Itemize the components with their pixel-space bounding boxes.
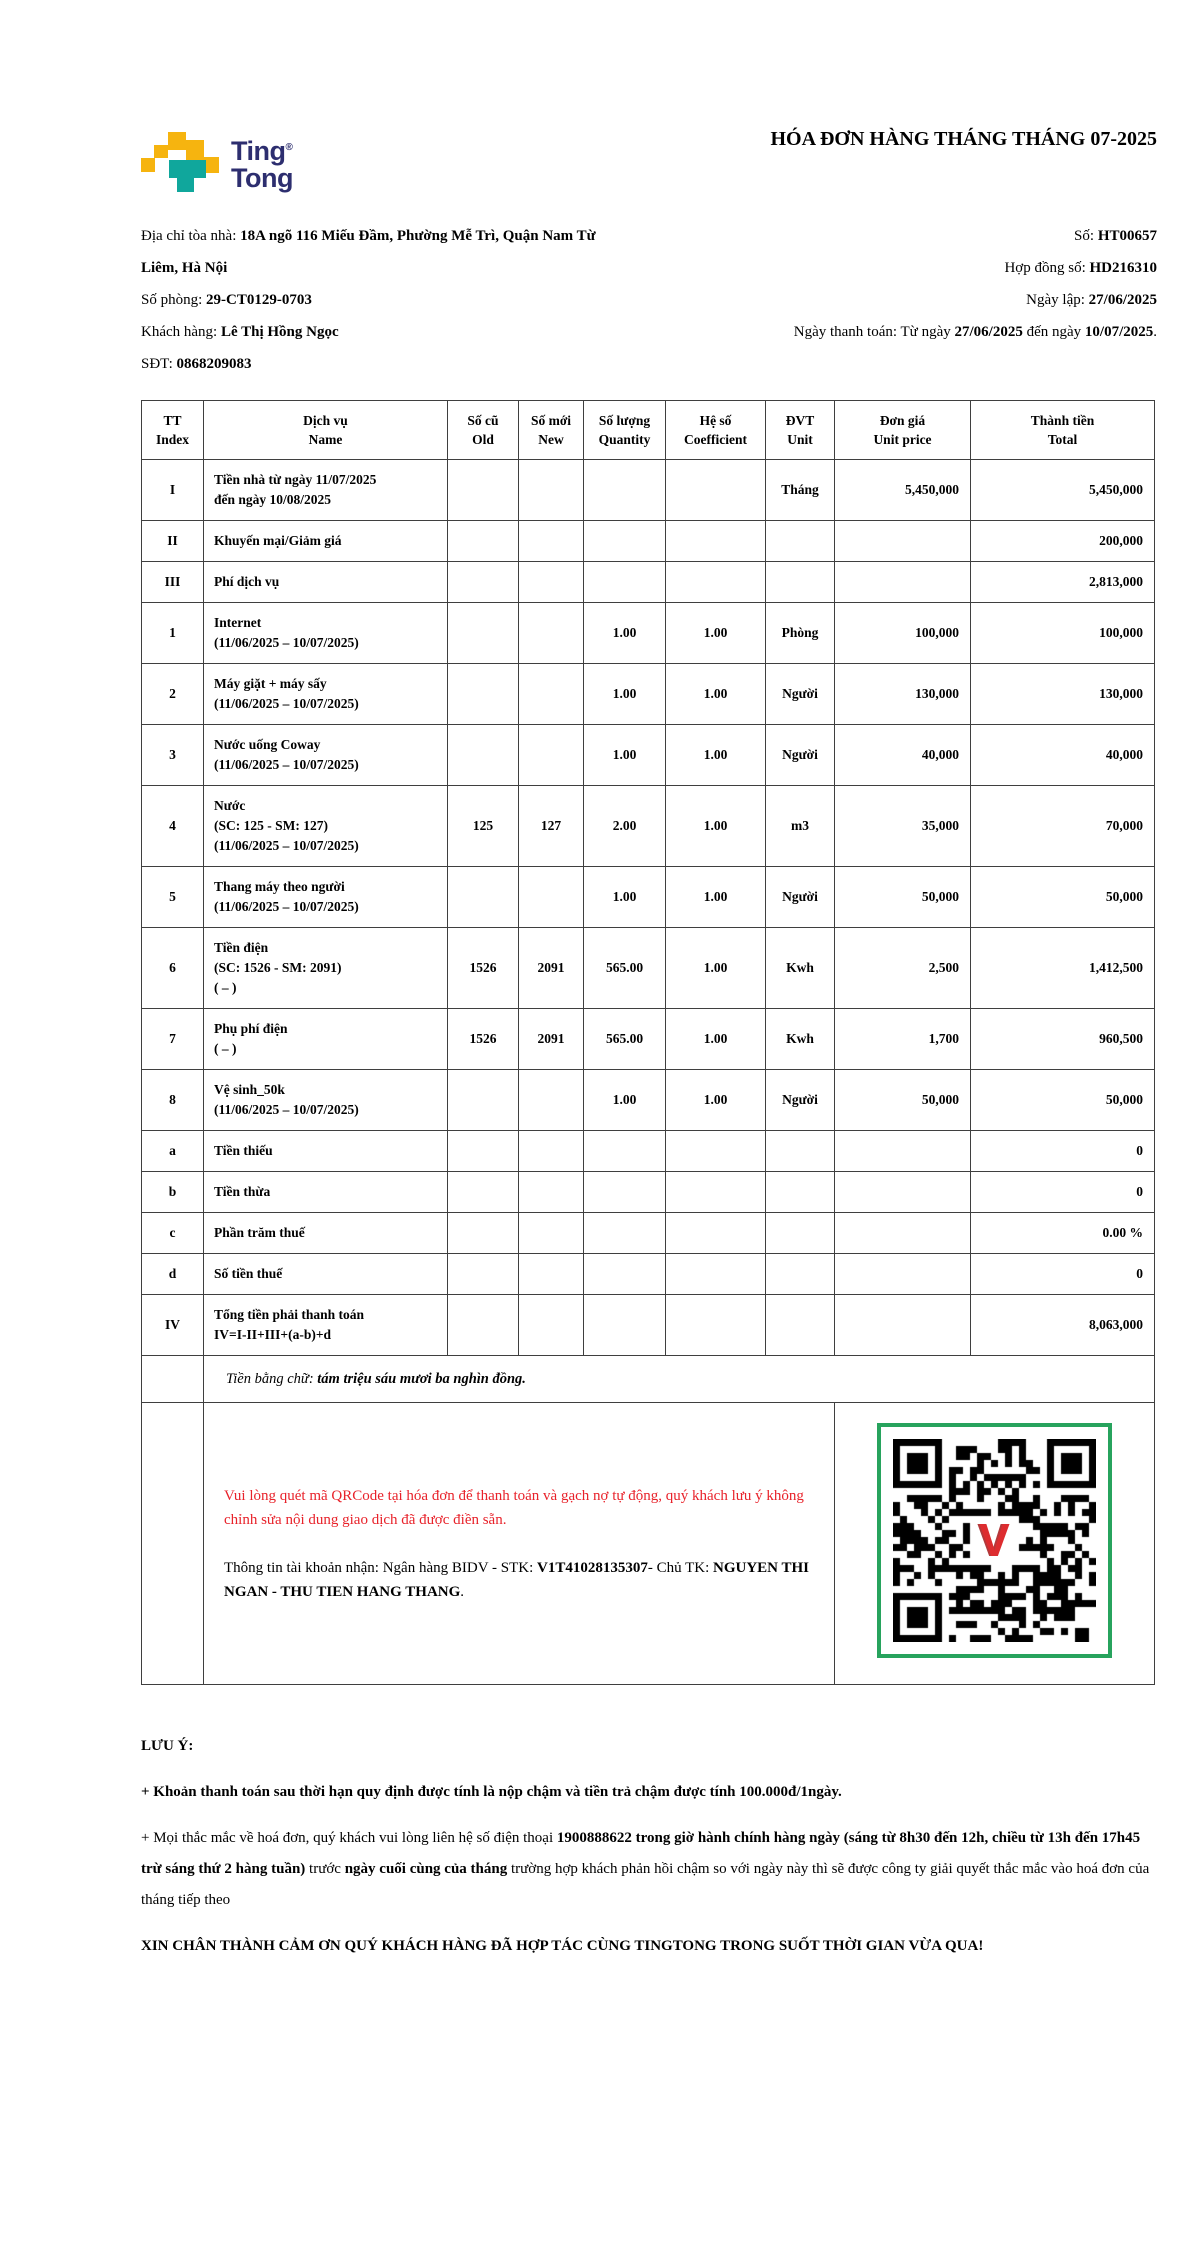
cell-idx: II bbox=[142, 521, 204, 562]
issue-date: Ngày lập: 27/06/2025 bbox=[1026, 292, 1157, 308]
cell-new bbox=[519, 1070, 584, 1131]
thank-you-note: XIN CHÂN THÀNH CẢM ƠN QUÝ KHÁCH HÀNG ĐÃ HỢP TÁC CÙNG TINGTONG TRONG SUỐT THỜI GIAN VỪA QUA! bbox=[141, 1938, 984, 1954]
cell-price: 40,000 bbox=[835, 725, 971, 786]
cell-new bbox=[519, 1172, 584, 1213]
cell-coef bbox=[666, 521, 766, 562]
cell-qty bbox=[584, 521, 666, 562]
late-payment-note: + Khoản thanh toán sau thời hạn quy định được tính là nộp chậm và tiền trả chậm được tính 100.000đ/1ngày. bbox=[141, 1784, 842, 1800]
column-header-idx: TT Index bbox=[142, 401, 204, 460]
cell-old bbox=[448, 725, 519, 786]
cell-coef: 1.00 bbox=[666, 928, 766, 1009]
building-address: Địa chỉ tòa nhà: 18A ngõ 116 Miếu Đầm, Phường Mễ Trì, Quận Nam Từ Liêm, Hà Nội bbox=[141, 228, 596, 276]
table-row bbox=[142, 1009, 1155, 1070]
cell-qty: 2.00 bbox=[584, 786, 666, 867]
cell-old bbox=[448, 1254, 519, 1295]
cell-unit: Kwh bbox=[766, 1009, 835, 1070]
cell-name: Tiền thiếu bbox=[204, 1131, 448, 1172]
cell-old bbox=[448, 1213, 519, 1254]
cell-idx: III bbox=[142, 562, 204, 603]
cell-price: 1,700 bbox=[835, 1009, 971, 1070]
column-header-total: Thành tiền Total bbox=[971, 401, 1155, 460]
cell-total: 70,000 bbox=[971, 786, 1155, 867]
cell-unit: Phòng bbox=[766, 603, 835, 664]
cell-total: 8,063,000 bbox=[971, 1295, 1155, 1356]
cell-total: 0 bbox=[971, 1254, 1155, 1295]
cell-unit bbox=[766, 521, 835, 562]
cell-name: Khuyến mại/Giảm giá bbox=[204, 521, 448, 562]
cell-coef bbox=[666, 1295, 766, 1356]
column-header-price: Đơn giá Unit price bbox=[835, 401, 971, 460]
cell-unit: Người bbox=[766, 867, 835, 928]
cell-unit bbox=[766, 1172, 835, 1213]
cell-new: 2091 bbox=[519, 1009, 584, 1070]
cell-coef: 1.00 bbox=[666, 1070, 766, 1131]
table-row bbox=[142, 562, 1155, 603]
room-number: Số phòng: 29-CT0129-0703 bbox=[141, 292, 312, 308]
cell-old bbox=[448, 521, 519, 562]
cell-new bbox=[519, 1213, 584, 1254]
customer-phone: SĐT: 0868209083 bbox=[141, 356, 252, 372]
payment-row bbox=[142, 1403, 1155, 1685]
cell-idx: 8 bbox=[142, 1070, 204, 1131]
cell-unit bbox=[766, 1131, 835, 1172]
bank-account-info: Thông tin tài khoản nhận: Ngân hàng BIDV - STK: V1T41028135307- Chủ TK: NGUYEN THI NGAN - THU TIEN HANG THANG. bbox=[224, 1559, 810, 1600]
cell-qty bbox=[584, 1131, 666, 1172]
cell-price bbox=[835, 521, 971, 562]
cell-coef bbox=[666, 1213, 766, 1254]
cell-qty bbox=[584, 1254, 666, 1295]
column-header-coef: Hệ số Coefficient bbox=[666, 401, 766, 460]
cell-price: 130,000 bbox=[835, 664, 971, 725]
cell-unit bbox=[766, 1213, 835, 1254]
cell-total: 50,000 bbox=[971, 1070, 1155, 1131]
cell-name: Phụ phí điện ( – ) bbox=[204, 1009, 448, 1070]
cell-idx: c bbox=[142, 1213, 204, 1254]
cell-total: 1,412,500 bbox=[971, 928, 1155, 1009]
cell-qty bbox=[584, 1172, 666, 1213]
cell-old bbox=[448, 1295, 519, 1356]
cell-qty: 1.00 bbox=[584, 664, 666, 725]
cell-price: 2,500 bbox=[835, 928, 971, 1009]
cell-total: 0 bbox=[971, 1131, 1155, 1172]
cell-new bbox=[519, 460, 584, 521]
table-row bbox=[142, 1295, 1155, 1356]
cell-qty bbox=[584, 460, 666, 521]
logo-wordmark: Ting® Tong bbox=[231, 136, 293, 193]
customer-name: Khách hàng: Lê Thị Hồng Ngọc bbox=[141, 324, 339, 340]
cell-idx: 5 bbox=[142, 867, 204, 928]
table-row bbox=[142, 1254, 1155, 1295]
table-row bbox=[142, 1070, 1155, 1131]
cell-coef bbox=[666, 1172, 766, 1213]
cell-old bbox=[448, 1131, 519, 1172]
cell-coef: 1.00 bbox=[666, 1009, 766, 1070]
cell-price: 50,000 bbox=[835, 867, 971, 928]
notes-title: LƯU Ý: bbox=[141, 1738, 194, 1754]
cell-coef: 1.00 bbox=[666, 664, 766, 725]
cell-unit: Tháng bbox=[766, 460, 835, 521]
cell-total: 50,000 bbox=[971, 867, 1155, 928]
cell-name: Vệ sinh_50k (11/06/2025 – 10/07/2025) bbox=[204, 1070, 448, 1131]
cell-price: 35,000 bbox=[835, 786, 971, 867]
cell-new bbox=[519, 664, 584, 725]
cell-idx: 1 bbox=[142, 603, 204, 664]
cell-coef: 1.00 bbox=[666, 786, 766, 867]
table-row bbox=[142, 460, 1155, 521]
support-note: + Mọi thắc mắc về hoá đơn, quý khách vui lòng liên hệ số điện thoại 1900888622 trong giờ hành chính hàng ngày (sáng từ 8h30 đến 12h, chiều từ 13h đến 17h45 trừ sáng thứ 2 hàng tuần) trước ngày cuối cùng của tháng trường hợp khách phản hồi chậm so với ngày này thì sẽ được công ty giải quyết thắc mắc vào hoá đơn của tháng tiếp theo bbox=[141, 1830, 1150, 1908]
invoice-table bbox=[141, 400, 1155, 1685]
logo-pixel bbox=[177, 178, 194, 192]
invoice-info bbox=[141, 220, 1157, 380]
cell-price bbox=[835, 1213, 971, 1254]
invoice-number: Số: HT00657 bbox=[1074, 228, 1157, 244]
column-header-unit: ĐVT Unit bbox=[766, 401, 835, 460]
table-body bbox=[142, 460, 1155, 1356]
logo-pixel bbox=[141, 158, 155, 172]
cell-coef bbox=[666, 562, 766, 603]
cell-price: 5,450,000 bbox=[835, 460, 971, 521]
tingtong-logo bbox=[141, 130, 293, 194]
cell-idx: 4 bbox=[142, 786, 204, 867]
cell-qty: 1.00 bbox=[584, 603, 666, 664]
cell-unit bbox=[766, 1295, 835, 1356]
cell-price: 50,000 bbox=[835, 1070, 971, 1131]
cell-price bbox=[835, 562, 971, 603]
cell-coef: 1.00 bbox=[666, 725, 766, 786]
cell-qty: 1.00 bbox=[584, 867, 666, 928]
cell-new bbox=[519, 603, 584, 664]
cell-idx: 7 bbox=[142, 1009, 204, 1070]
cell-idx: d bbox=[142, 1254, 204, 1295]
cell-idx: I bbox=[142, 460, 204, 521]
cell-name: Phí dịch vụ bbox=[204, 562, 448, 603]
cell-new bbox=[519, 562, 584, 603]
table-row bbox=[142, 928, 1155, 1009]
invoice-notes bbox=[141, 1731, 1154, 1962]
logo-pixel bbox=[186, 140, 204, 160]
cell-old bbox=[448, 867, 519, 928]
cell-unit: Người bbox=[766, 664, 835, 725]
cell-new: 2091 bbox=[519, 928, 584, 1009]
cell-old bbox=[448, 603, 519, 664]
cell-new bbox=[519, 1295, 584, 1356]
invoice-meta bbox=[637, 220, 1157, 380]
contract-number: Hợp đồng số: HD216310 bbox=[1004, 260, 1157, 276]
column-header-name: Dịch vụ Name bbox=[204, 401, 448, 460]
cell-price bbox=[835, 1254, 971, 1295]
cell-name: Tiền nhà từ ngày 11/07/2025 đến ngày 10/08/2025 bbox=[204, 460, 448, 521]
qr-cell bbox=[835, 1403, 1155, 1685]
cell-old: 125 bbox=[448, 786, 519, 867]
column-header-qty: Số lượng Quantity bbox=[584, 401, 666, 460]
cell-idx: b bbox=[142, 1172, 204, 1213]
cell-price: 100,000 bbox=[835, 603, 971, 664]
cell-name: Phần trăm thuế bbox=[204, 1213, 448, 1254]
logo-pixel bbox=[169, 160, 206, 178]
cell-unit bbox=[766, 1254, 835, 1295]
cell-old: 1526 bbox=[448, 928, 519, 1009]
table-row bbox=[142, 786, 1155, 867]
logo-pixel bbox=[168, 132, 186, 150]
cell-total: 130,000 bbox=[971, 664, 1155, 725]
table-footer bbox=[142, 1356, 1155, 1685]
cell-old: 1526 bbox=[448, 1009, 519, 1070]
cell-name: Thang máy theo người (11/06/2025 – 10/07/2025) bbox=[204, 867, 448, 928]
column-header-old: Số cũ Old bbox=[448, 401, 519, 460]
cell-new bbox=[519, 867, 584, 928]
cell-coef bbox=[666, 460, 766, 521]
invoice-title: HÓA ĐƠN HÀNG THÁNG THÁNG 07-2025 bbox=[770, 128, 1157, 150]
cell-idx: a bbox=[142, 1131, 204, 1172]
cell-qty bbox=[584, 562, 666, 603]
registered-mark: ® bbox=[285, 142, 293, 153]
cell-empty bbox=[142, 1403, 204, 1685]
payment-period: Ngày thanh toán: Từ ngày 27/06/2025 đến ngày 10/07/2025. bbox=[793, 324, 1157, 340]
cell-idx: IV bbox=[142, 1295, 204, 1356]
table-row bbox=[142, 867, 1155, 928]
cell-name: Tiền thừa bbox=[204, 1172, 448, 1213]
cell-unit: m3 bbox=[766, 786, 835, 867]
cell-qty: 565.00 bbox=[584, 928, 666, 1009]
cell-name: Tiền điện (SC: 1526 - SM: 2091) ( – ) bbox=[204, 928, 448, 1009]
cell-new bbox=[519, 1254, 584, 1295]
cell-price bbox=[835, 1172, 971, 1213]
cell-name: Internet (11/06/2025 – 10/07/2025) bbox=[204, 603, 448, 664]
table-row bbox=[142, 521, 1155, 562]
table-header bbox=[142, 401, 1155, 460]
column-header-new: Số mới New bbox=[519, 401, 584, 460]
table-row bbox=[142, 664, 1155, 725]
cell-unit: Người bbox=[766, 725, 835, 786]
cell-empty bbox=[142, 1356, 204, 1403]
table-row bbox=[142, 725, 1155, 786]
cell-idx: 3 bbox=[142, 725, 204, 786]
cell-price bbox=[835, 1131, 971, 1172]
cell-name: Máy giặt + máy sấy (11/06/2025 – 10/07/2025) bbox=[204, 664, 448, 725]
cell-old bbox=[448, 460, 519, 521]
cell-new bbox=[519, 521, 584, 562]
logo-pixel bbox=[204, 157, 219, 173]
amount-in-words: Tiền bằng chữ: tám triệu sáu mươi ba nghìn đồng. bbox=[204, 1356, 1155, 1403]
customer-info bbox=[141, 220, 601, 380]
cell-total: 100,000 bbox=[971, 603, 1155, 664]
cell-price bbox=[835, 1295, 971, 1356]
cell-name: Nước uống Coway (11/06/2025 – 10/07/2025) bbox=[204, 725, 448, 786]
cell-coef bbox=[666, 1131, 766, 1172]
cell-total: 0.00 % bbox=[971, 1213, 1155, 1254]
cell-name: Số tiền thuế bbox=[204, 1254, 448, 1295]
cell-qty: 565.00 bbox=[584, 1009, 666, 1070]
cell-old bbox=[448, 1172, 519, 1213]
tingtong-logo-icon bbox=[141, 130, 221, 194]
cell-coef: 1.00 bbox=[666, 603, 766, 664]
cell-unit: Người bbox=[766, 1070, 835, 1131]
cell-total: 5,450,000 bbox=[971, 460, 1155, 521]
cell-old bbox=[448, 664, 519, 725]
header-row bbox=[142, 401, 1155, 460]
cell-qty bbox=[584, 1213, 666, 1254]
table-row bbox=[142, 1172, 1155, 1213]
cell-qty: 1.00 bbox=[584, 1070, 666, 1131]
cell-old bbox=[448, 562, 519, 603]
cell-name: Nước (SC: 125 - SM: 127) (11/06/2025 – 10/07/2025) bbox=[204, 786, 448, 867]
amount-in-words-row bbox=[142, 1356, 1155, 1403]
logo-pixel bbox=[154, 145, 168, 158]
vietqr-v-icon: V bbox=[979, 1513, 1010, 1566]
cell-name: Tổng tiền phải thanh toán IV=I-II+III+(a-b)+d bbox=[204, 1295, 448, 1356]
cell-total: 960,500 bbox=[971, 1009, 1155, 1070]
page-header bbox=[141, 130, 1157, 194]
payment-instructions bbox=[204, 1403, 835, 1685]
cell-total: 2,813,000 bbox=[971, 562, 1155, 603]
table-row bbox=[142, 1213, 1155, 1254]
table-row bbox=[142, 1131, 1155, 1172]
cell-new: 127 bbox=[519, 786, 584, 867]
qr-code bbox=[877, 1423, 1112, 1658]
cell-unit bbox=[766, 562, 835, 603]
qr-instruction-note: Vui lòng quét mã QRCode tại hóa đơn để thanh toán và gạch nợ tự động, quý khách lưu ý không chỉnh sửa nội dung giao dịch đã được điền sẵn. bbox=[224, 1487, 804, 1528]
table-row bbox=[142, 603, 1155, 664]
cell-qty: 1.00 bbox=[584, 725, 666, 786]
cell-total: 200,000 bbox=[971, 521, 1155, 562]
cell-qty bbox=[584, 1295, 666, 1356]
cell-new bbox=[519, 1131, 584, 1172]
cell-new bbox=[519, 725, 584, 786]
cell-total: 40,000 bbox=[971, 725, 1155, 786]
cell-idx: 6 bbox=[142, 928, 204, 1009]
cell-idx: 2 bbox=[142, 664, 204, 725]
cell-coef: 1.00 bbox=[666, 867, 766, 928]
cell-coef bbox=[666, 1254, 766, 1295]
cell-old bbox=[448, 1070, 519, 1131]
cell-total: 0 bbox=[971, 1172, 1155, 1213]
cell-unit: Kwh bbox=[766, 928, 835, 1009]
